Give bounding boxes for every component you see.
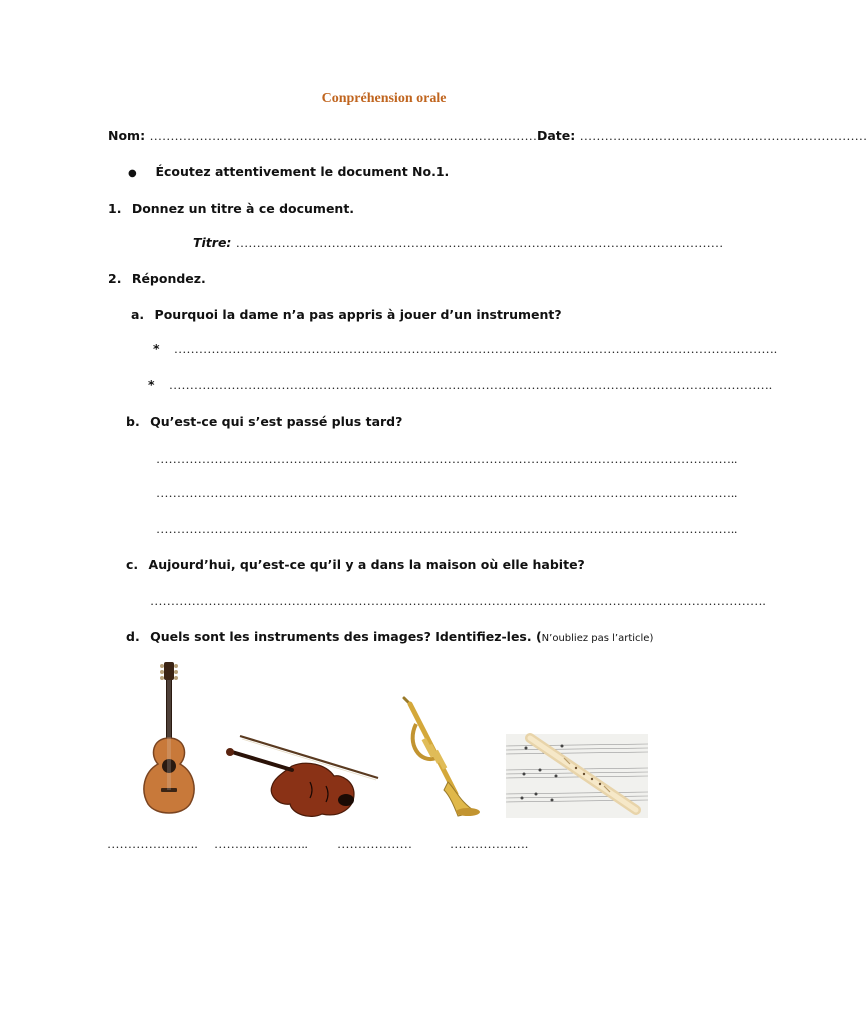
image-answer-4 [450,836,528,852]
question-text: Quels sont les instruments des images? Identifiez-les. ( [150,629,542,644]
question-2c [126,557,585,572]
recorder-icon [506,734,648,818]
answer-line[interactable]: ………………….. [214,837,308,851]
question-text: Qu’est-ce qui s’est passé plus tard? [150,414,403,429]
question-letter: c. [126,557,139,572]
guitar-icon [138,660,200,816]
question-text: Répondez. [131,271,206,286]
star-icon: * [153,341,160,356]
question-number: 2. [108,271,122,286]
titre-label: Titre: [193,235,232,250]
trumpet-image [396,694,484,820]
question-text: Pourquoi la dame n’a pas appris à jouer d’un instrument? [154,307,562,322]
bullet-icon: ● [128,168,137,179]
name-date-row [108,128,867,144]
nom-label: Nom: [108,128,146,143]
image-answer-3 [337,836,412,852]
instruction-text: Écoutez attentivement le document No.1. [155,164,450,179]
question-2d [126,629,653,644]
question-2b [126,414,402,429]
question-text: Aujourd’hui, qu’est-ce qu’il y a dans la maison où elle habite? [148,557,585,572]
question-1 [108,201,354,216]
image-answer-2 [214,836,308,852]
titre-field[interactable]: ……………………………………………………………………………………………………… [235,236,724,250]
titre-row [193,235,723,251]
recorder-image [506,734,648,818]
answer-line[interactable]: ………………………………………………………………………………………………………………………………. [173,342,778,356]
guitar-image [138,660,200,816]
question-text: Donnez un titre à ce document. [131,201,355,216]
answer-line[interactable]: …………………………………………………………………………………………………………………………………. [150,594,766,608]
question-note: N’oubliez pas l’article) [541,633,654,644]
instruction-row [128,164,449,179]
date-label: Date: [536,128,576,143]
question-2a [131,307,562,322]
answer-row-2b-2 [156,485,737,501]
answer-row-2c-1 [150,593,766,609]
answer-row-2b-1 [156,451,737,467]
trumpet-icon [396,694,484,820]
violin-icon [222,730,382,820]
page-title: Conpréhension orale [321,91,447,106]
nom-field[interactable]: ………………………………………………………………………………… [149,129,537,143]
question-letter: b. [126,414,140,429]
image-answer-1 [107,836,198,852]
answer-line[interactable]: ………………. [450,837,529,851]
date-field[interactable]: …………………………………………………………… [579,129,867,143]
question-2 [108,271,206,286]
answer-line[interactable]: ………………………………………………………………………………………………………………………….. [156,452,738,466]
answer-row-2a-2 [148,377,772,393]
answer-line[interactable]: ………………………………………………………………………………………………………………………….. [156,522,738,536]
answer-line[interactable]: ………………………………………………………………………………………………………………………………. [168,378,773,392]
answer-row-2b-3 [156,521,737,537]
violin-image [222,730,382,820]
star-icon: * [148,377,155,392]
question-letter: a. [131,307,145,322]
answer-line[interactable]: ………………………………………………………………………………………………………………………….. [156,486,738,500]
answer-row-2a-1 [153,341,777,357]
question-letter: d. [126,629,140,644]
question-number: 1. [108,201,122,216]
answer-line[interactable]: ……………… [337,837,412,851]
answer-line[interactable]: …………………. [107,837,198,851]
